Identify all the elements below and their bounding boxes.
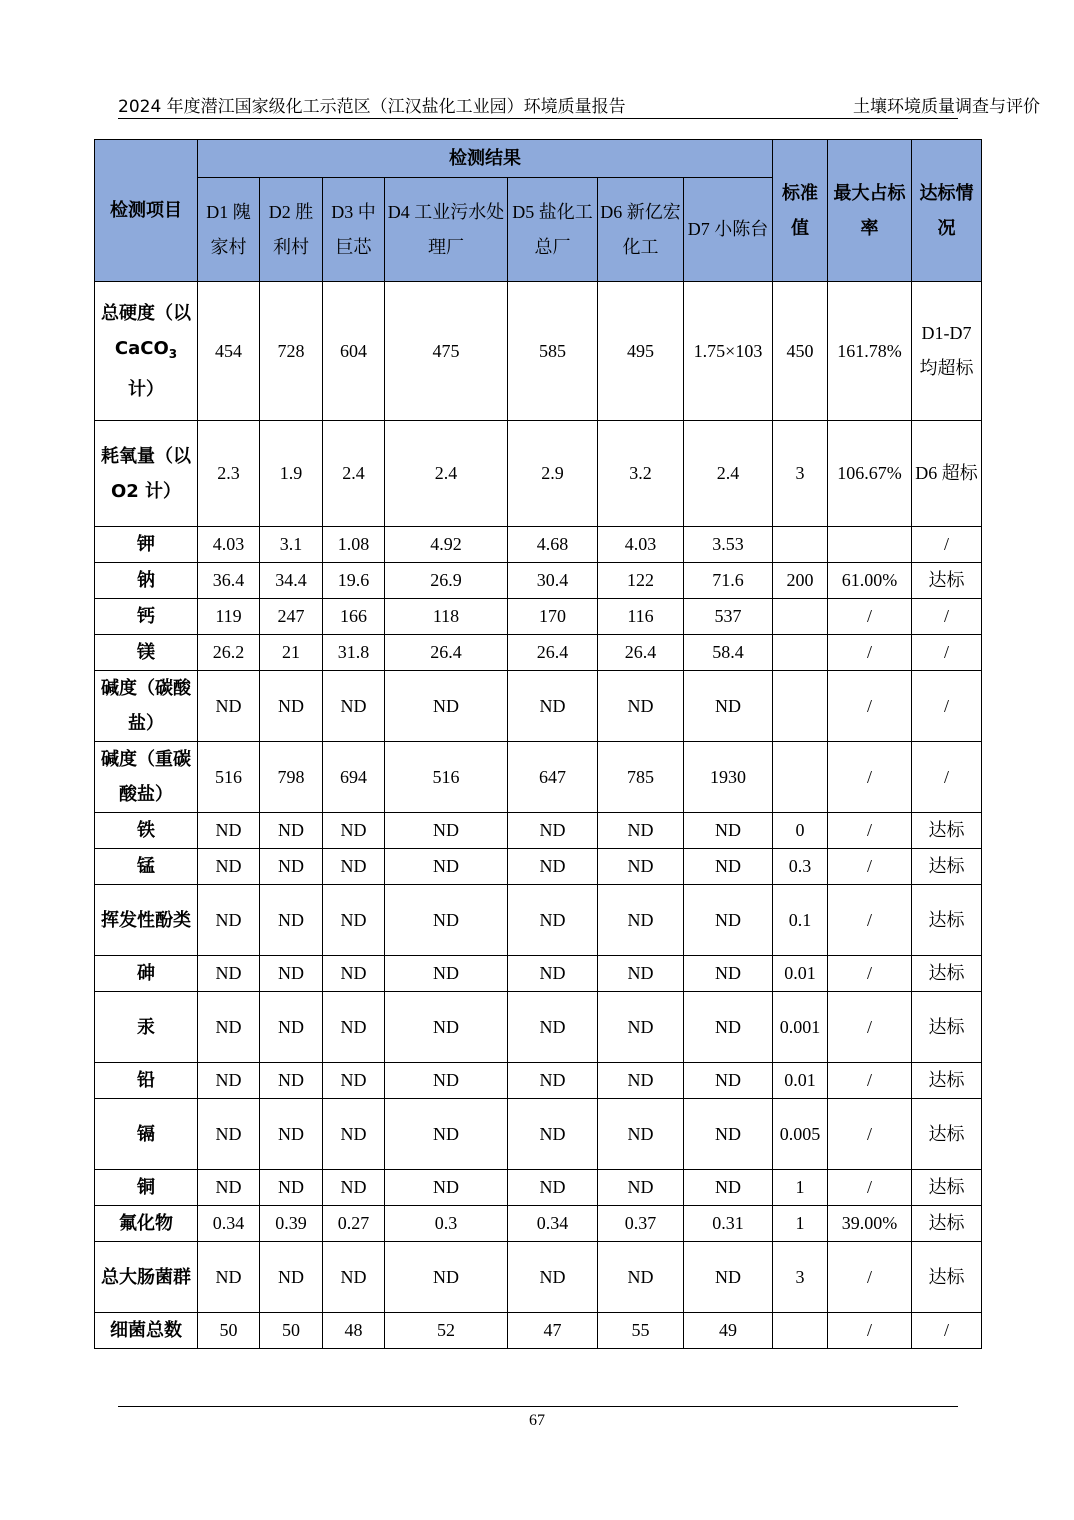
site-value: 585 [508,282,598,421]
site-value: 26.9 [385,563,508,599]
site-value: 4.68 [508,527,598,563]
max-ratio: / [828,1099,912,1170]
site-value: 694 [323,742,385,813]
site-value: ND [323,956,385,992]
header-site-1: D1 隗家村 [198,178,260,282]
site-value: ND [323,992,385,1063]
site-value: 454 [198,282,260,421]
table-row [95,1242,982,1313]
site-value: ND [508,849,598,885]
header-status: 达标情况 [912,140,982,282]
max-ratio: / [828,813,912,849]
site-value: 50 [260,1313,323,1349]
item-name: 氟化物 [95,1206,198,1242]
header-site-5: D5 盐化工总厂 [508,178,598,282]
site-value: 71.6 [684,563,773,599]
status: / [912,635,982,671]
item-name: 钠 [95,563,198,599]
max-ratio: / [828,742,912,813]
site-value: ND [260,1063,323,1099]
table-row [95,1313,982,1349]
max-ratio [828,527,912,563]
site-value: 26.4 [385,635,508,671]
standard-value: 0 [773,813,828,849]
site-value: ND [684,1170,773,1206]
site-value: 47 [508,1313,598,1349]
site-value: 0.27 [323,1206,385,1242]
standard-value [773,635,828,671]
site-value: 55 [598,1313,684,1349]
site-value: ND [385,813,508,849]
site-value: ND [198,1242,260,1313]
item-name: 汞 [95,992,198,1063]
site-value: ND [260,885,323,956]
site-value: 798 [260,742,323,813]
site-value: 30.4 [508,563,598,599]
site-value: ND [684,671,773,742]
site-value: ND [198,1063,260,1099]
max-ratio: / [828,956,912,992]
standard-value: 3 [773,1242,828,1313]
site-value: ND [385,671,508,742]
table-row [95,742,982,813]
site-value: 21 [260,635,323,671]
section-title: 土壤环境质量调查与评价 [853,97,1040,117]
table-row [95,282,982,421]
site-value: 0.34 [198,1206,260,1242]
site-value: 475 [385,282,508,421]
table-row [95,635,982,671]
max-ratio: / [828,1313,912,1349]
site-value: ND [323,1242,385,1313]
site-value: ND [198,1099,260,1170]
max-ratio: / [828,849,912,885]
status: 达标 [912,563,982,599]
status: 达标 [912,956,982,992]
site-value: ND [508,1242,598,1313]
site-value: ND [198,885,260,956]
site-value: 537 [684,599,773,635]
standard-value: 1 [773,1206,828,1242]
site-value: 516 [385,742,508,813]
max-ratio: / [828,1170,912,1206]
item-name: 碱度（重碳酸盐） [95,742,198,813]
header-site-7: D7 小陈台 [684,178,773,282]
site-value: 728 [260,282,323,421]
max-ratio: / [828,671,912,742]
item-name: 钙 [95,599,198,635]
site-value: ND [508,956,598,992]
item-name: 铜 [95,1170,198,1206]
status: / [912,599,982,635]
item-name: 挥发性酚类 [95,885,198,956]
site-value: ND [508,992,598,1063]
table-row [95,813,982,849]
header-site-4: D4 工业污水处理厂 [385,178,508,282]
max-ratio: 106.67% [828,421,912,527]
item-name: 耗氧量（以 O2 计） [95,421,198,527]
page-header [118,92,1040,118]
standard-value: 0.01 [773,956,828,992]
status: 达标 [912,1170,982,1206]
header-max-ratio: 最大占标率 [828,140,912,282]
site-value: ND [260,992,323,1063]
site-value: 647 [508,742,598,813]
item-name: 钾 [95,527,198,563]
header-rule [118,118,958,119]
max-ratio: 161.78% [828,282,912,421]
table-row [95,1206,982,1242]
groundwater-monitoring-table [94,139,982,1349]
site-value: 2.4 [684,421,773,527]
standard-value: 1 [773,1170,828,1206]
footer-rule [118,1406,958,1407]
site-value: ND [598,1170,684,1206]
site-value: ND [198,956,260,992]
site-value: ND [323,671,385,742]
max-ratio: 61.00% [828,563,912,599]
status: / [912,742,982,813]
site-value: ND [508,1170,598,1206]
site-value: ND [508,885,598,956]
site-value: ND [598,1099,684,1170]
site-value: ND [385,885,508,956]
site-value: ND [684,956,773,992]
item-name: 总硬度（以 CaCO$_3$计） [95,282,198,421]
standard-value [773,599,828,635]
item-name: 镉 [95,1099,198,1170]
standard-value [773,527,828,563]
site-value: 247 [260,599,323,635]
status: / [912,1313,982,1349]
site-value: 2.4 [385,421,508,527]
max-ratio: / [828,1063,912,1099]
item-name: 镁 [95,635,198,671]
site-value: ND [684,1242,773,1313]
standard-value: 450 [773,282,828,421]
site-value: ND [598,813,684,849]
max-ratio: / [828,599,912,635]
site-value: 118 [385,599,508,635]
site-value: 116 [598,599,684,635]
site-value: 3.1 [260,527,323,563]
page-number: 67 [529,1412,545,1429]
table-row [95,849,982,885]
site-value: 516 [198,742,260,813]
site-value: 0.39 [260,1206,323,1242]
item-name: 铅 [95,1063,198,1099]
max-ratio: 39.00% [828,1206,912,1242]
site-value: ND [323,849,385,885]
item-name: 总大肠菌群 [95,1242,198,1313]
site-value: 119 [198,599,260,635]
table-row [95,421,982,527]
site-value: ND [323,1099,385,1170]
site-value: ND [684,1099,773,1170]
status: 达标 [912,1099,982,1170]
site-value: 50 [198,1313,260,1349]
site-value: 604 [323,282,385,421]
site-value: 3.2 [598,421,684,527]
site-value: 0.37 [598,1206,684,1242]
standard-value: 200 [773,563,828,599]
max-ratio: / [828,992,912,1063]
site-value: ND [385,1099,508,1170]
site-value: 4.03 [598,527,684,563]
status: / [912,671,982,742]
table-row [95,992,982,1063]
site-value: 122 [598,563,684,599]
table-row [95,1063,982,1099]
site-value: ND [260,813,323,849]
status: 达标 [912,885,982,956]
table-row [95,1099,982,1170]
status: 达标 [912,1063,982,1099]
max-ratio: / [828,885,912,956]
site-value: ND [684,849,773,885]
site-value: ND [508,813,598,849]
site-value: 0.31 [684,1206,773,1242]
standard-value: 0.001 [773,992,828,1063]
site-value: ND [198,992,260,1063]
status: 达标 [912,1206,982,1242]
header-site-3: D3 中巨芯 [323,178,385,282]
site-value: ND [684,813,773,849]
standard-value: 0.005 [773,1099,828,1170]
status: D1-D7 均超标 [912,282,982,421]
standard-value: 0.1 [773,885,828,956]
header-site-6: D6 新亿宏化工 [598,178,684,282]
site-value: ND [684,1063,773,1099]
site-value: 170 [508,599,598,635]
standard-value: 3 [773,421,828,527]
site-value: ND [198,1170,260,1206]
status: 达标 [912,1242,982,1313]
site-value: 495 [598,282,684,421]
site-value: 3.53 [684,527,773,563]
site-value: ND [598,849,684,885]
site-value: ND [260,1099,323,1170]
status: 达标 [912,849,982,885]
item-name: 碱度（碳酸盐） [95,671,198,742]
header-standard: 标准值 [773,140,828,282]
header-site-2: D2 胜利村 [260,178,323,282]
standard-value: 0.01 [773,1063,828,1099]
site-value: ND [508,1099,598,1170]
site-value: 49 [684,1313,773,1349]
site-value: ND [385,992,508,1063]
table-row [95,1170,982,1206]
site-value: ND [598,1063,684,1099]
item-name: 锰 [95,849,198,885]
status: D6 超标 [912,421,982,527]
site-value: ND [323,813,385,849]
site-value: 34.4 [260,563,323,599]
header-results-group: 检测结果 [198,140,773,178]
site-value: ND [385,1242,508,1313]
site-value: 36.4 [198,563,260,599]
table-row [95,527,982,563]
standard-value [773,742,828,813]
site-value: ND [385,956,508,992]
site-value: ND [260,849,323,885]
site-value: 785 [598,742,684,813]
site-value: 1930 [684,742,773,813]
standard-value: 0.3 [773,849,828,885]
header-item: 检测项目 [95,140,198,282]
table-row [95,885,982,956]
site-value: ND [598,885,684,956]
site-value: 1.08 [323,527,385,563]
site-value: ND [198,813,260,849]
site-value: 0.34 [508,1206,598,1242]
site-value: ND [260,956,323,992]
status: 达标 [912,813,982,849]
site-value: 2.3 [198,421,260,527]
site-value: ND [598,956,684,992]
site-value: ND [260,1242,323,1313]
site-value: ND [598,671,684,742]
site-value: 52 [385,1313,508,1349]
site-value: 31.8 [323,635,385,671]
status: 达标 [912,992,982,1063]
site-value: 4.92 [385,527,508,563]
max-ratio: / [828,635,912,671]
site-value: ND [260,1170,323,1206]
site-value: ND [508,671,598,742]
site-value: 1.75×103 [684,282,773,421]
site-value: ND [323,1063,385,1099]
site-value: 166 [323,599,385,635]
site-value: ND [598,1242,684,1313]
item-name: 铁 [95,813,198,849]
table-row [95,563,982,599]
table-row [95,599,982,635]
site-value: ND [385,849,508,885]
site-value: ND [323,1170,385,1206]
site-value: 19.6 [323,563,385,599]
site-value: 48 [323,1313,385,1349]
site-value: ND [684,885,773,956]
report-title: 2024 年度潜江国家级化工示范区（江汉盐化工业园）环境质量报告 [118,97,626,117]
site-value: 58.4 [684,635,773,671]
site-value: 2.9 [508,421,598,527]
site-value: ND [323,885,385,956]
item-name: 细菌总数 [95,1313,198,1349]
site-value: ND [260,671,323,742]
table-row [95,956,982,992]
site-value: ND [598,992,684,1063]
site-value: 0.3 [385,1206,508,1242]
site-value: 26.4 [598,635,684,671]
item-name: 砷 [95,956,198,992]
max-ratio: / [828,1242,912,1313]
site-value: ND [385,1170,508,1206]
site-value: ND [198,671,260,742]
site-value: ND [508,1063,598,1099]
site-value: ND [684,992,773,1063]
site-value: 1.9 [260,421,323,527]
site-value: 4.03 [198,527,260,563]
site-value: ND [198,849,260,885]
standard-value [773,671,828,742]
site-value: 26.2 [198,635,260,671]
standard-value [773,1313,828,1349]
site-value: 26.4 [508,635,598,671]
site-value: ND [385,1063,508,1099]
table-row [95,671,982,742]
site-value: 2.4 [323,421,385,527]
status: / [912,527,982,563]
